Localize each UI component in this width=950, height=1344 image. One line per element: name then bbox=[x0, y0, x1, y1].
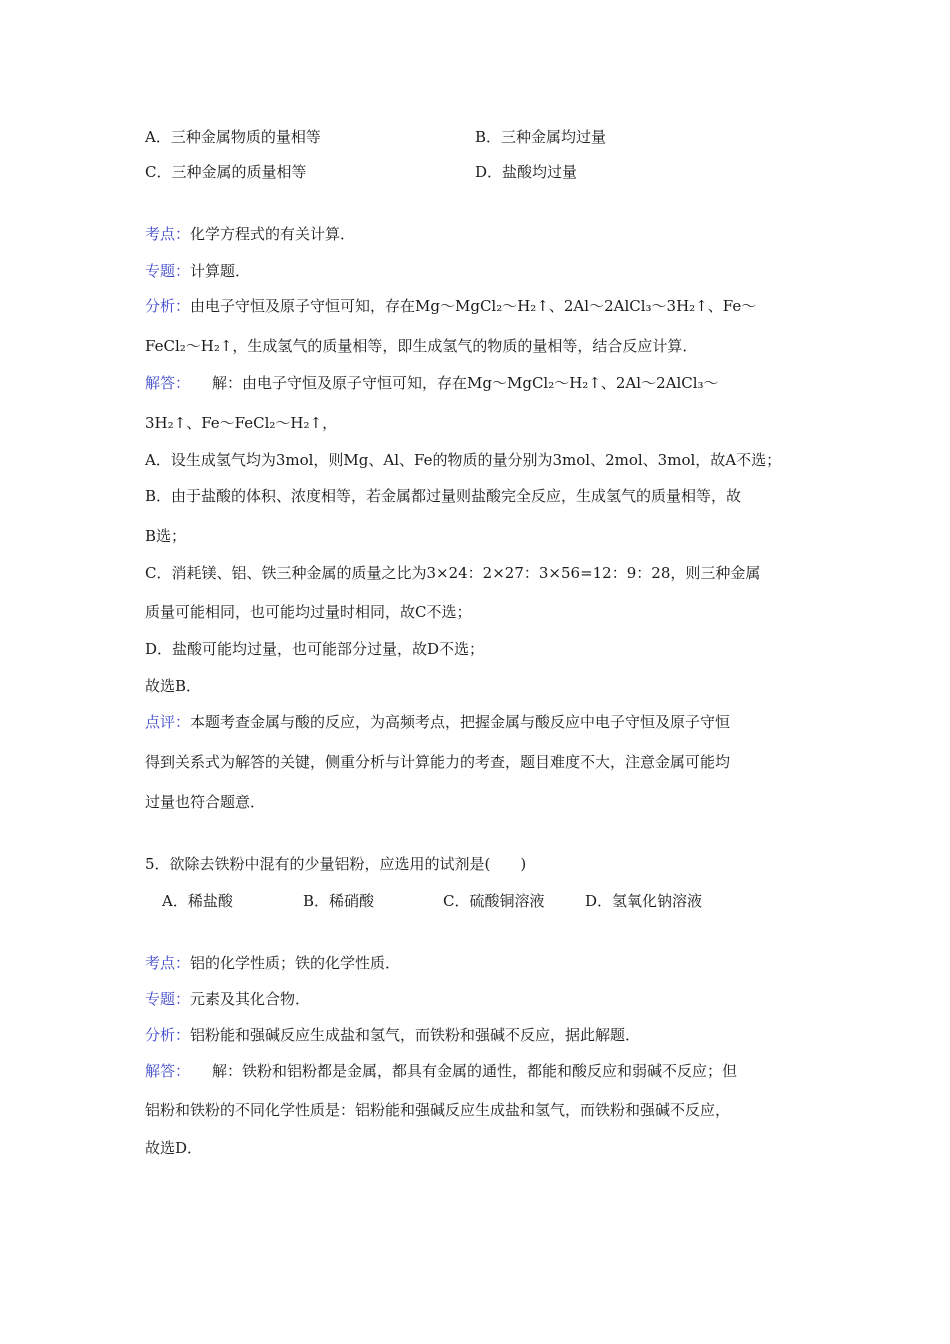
q4-kaodian bbox=[145, 224, 355, 244]
jieda-c-2: 质量可能相同，也可能均过量时相同，故C不选； bbox=[145, 603, 472, 621]
q4-jieda bbox=[145, 373, 719, 393]
q5-fenxi bbox=[145, 1025, 640, 1045]
q5-kaodian bbox=[145, 953, 400, 973]
q5-jieda bbox=[145, 1061, 737, 1081]
jieda-end: 故选B． bbox=[145, 677, 202, 695]
jieda-a: A．设生成氢气均为3mol，则Mg、Al、Fe的物质的量分别为3mol、2mol、3mol，故A不选； bbox=[145, 451, 782, 469]
zhuanti-text: 计算题． bbox=[190, 262, 251, 280]
q5-jieda-text-2: 铝粉和铁粉的不同化学性质是：铝粉能和强碱反应生成盐和氢气，而铁粉和强碱不反应， bbox=[145, 1101, 731, 1119]
kaodian-text: 化学方程式的有关计算． bbox=[190, 225, 356, 243]
dianping-label: 点评： bbox=[145, 713, 191, 731]
jieda-b-2: B选； bbox=[145, 527, 187, 545]
option-a: A．三种金属物质的量相等 bbox=[145, 128, 321, 146]
q5-option-d: D．氢氧化钠溶液 bbox=[585, 892, 703, 910]
jieda-b-1: B．由于盐酸的体积、浓度相等，若金属都过量则盐酸完全反应，生成氢气的质量相等，故 bbox=[145, 487, 742, 505]
q5-kaodian-label: 考点： bbox=[145, 954, 191, 972]
q5-option-a: A．稀盐酸 bbox=[162, 892, 233, 910]
q5-zhuanti-text: 元素及其化合物． bbox=[190, 990, 311, 1008]
dianping-text-3: 过量也符合题意． bbox=[145, 793, 266, 811]
dianping-text-1: 本题考查金属与酸的反应，为高频考点，把握金属与酸反应中电子守恒及原子守恒 bbox=[190, 713, 731, 731]
jieda-text-2: 3H₂↑、Fe～FeCl₂～H₂↑， bbox=[145, 414, 338, 432]
q5-jieda-text-3: 故选D． bbox=[145, 1139, 203, 1157]
q5-option-b: B．稀硝酸 bbox=[303, 892, 375, 910]
q5-stem: 5．欲除去铁粉中混有的少量铝粉，应选用的试剂是( ) bbox=[145, 855, 527, 873]
dianping-text-2: 得到关系式为解答的关键，侧重分析与计算能力的考查，题目难度不大，注意金属可能均 bbox=[145, 753, 731, 771]
q5-jieda-label: 解答： bbox=[145, 1062, 191, 1080]
jieda-d: D．盐酸可能均过量，也可能部分过量，故D不选； bbox=[145, 640, 485, 658]
q4-zhuanti bbox=[145, 261, 250, 281]
fenxi-text-2: FeCl₂～H₂↑，生成氢气的质量相等，即生成氢气的物质的量相等，结合反应计算． bbox=[145, 337, 698, 355]
option-c: C．三种金属的质量相等 bbox=[145, 163, 307, 181]
q5-fenxi-text: 铝粉能和强碱反应生成盐和氢气，而铁粉和强碱不反应，据此解题． bbox=[190, 1026, 641, 1044]
kaodian-label: 考点： bbox=[145, 225, 191, 243]
fenxi-label: 分析： bbox=[145, 297, 191, 315]
jieda-label: 解答： bbox=[145, 374, 191, 392]
q4-fenxi bbox=[145, 296, 756, 316]
option-d: D．盐酸均过量 bbox=[475, 163, 578, 181]
jieda-text-1: 解：由电子守恒及原子守恒可知，存在Mg～MgCl₂～H₂↑、2Al～2AlCl₃～ bbox=[212, 374, 719, 392]
q5-zhuanti bbox=[145, 989, 310, 1009]
q5-option-c: C．硫酸铜溶液 bbox=[443, 892, 545, 910]
q5-zhuanti-label: 专题： bbox=[145, 990, 191, 1008]
option-b: B．三种金属均过量 bbox=[475, 128, 607, 146]
fenxi-text-1: 由电子守恒及原子守恒可知，存在Mg～MgCl₂～H₂↑、2Al～2AlCl₃～3H₂↑、Fe～ bbox=[190, 297, 757, 315]
zhuanti-label: 专题： bbox=[145, 262, 191, 280]
q5-jieda-text-1: 解：铁粉和铝粉都是金属，都具有金属的通性，都能和酸反应和弱碱不反应；但 bbox=[212, 1062, 738, 1080]
jieda-c-1: C．消耗镁、铝、铁三种金属的质量之比为3×24：2×27：3×56=12：9：28，则三种金属 bbox=[145, 564, 761, 582]
q4-dianping bbox=[145, 712, 730, 732]
q5-kaodian-text: 铝的化学性质；铁的化学性质． bbox=[190, 954, 401, 972]
q5-fenxi-label: 分析： bbox=[145, 1026, 191, 1044]
